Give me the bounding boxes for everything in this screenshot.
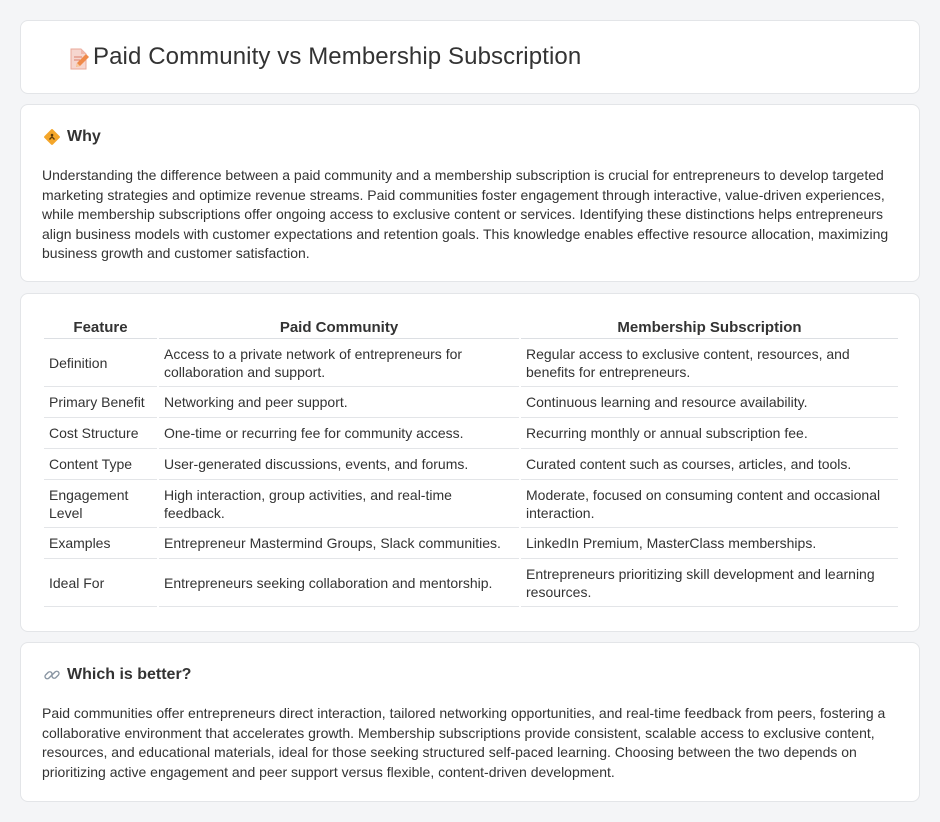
feature-cell: Content Type: [44, 449, 157, 480]
feature-cell: Cost Structure: [44, 418, 157, 449]
comparison-table: [42, 314, 900, 607]
membership-cell: Curated content such as courses, articles, and tools.: [521, 449, 898, 480]
diamond-sign-icon: [43, 128, 61, 146]
feature-cell: Primary Benefit: [44, 387, 157, 418]
which-is-better-heading: [43, 666, 191, 684]
header-feature: Feature: [44, 314, 157, 339]
table-header-row: [44, 314, 898, 339]
paid-community-cell: User-generated discussions, events, and forums.: [159, 449, 519, 480]
why-text: Understanding the difference between a paid community and a membership subscription is crucial for entrepreneurs to develop targeted marketing strategies and optimize revenue streams. Paid communities foster engagement through interactive, value-driven experiences, while membership subscriptions offer ongoing access to exclusive content or services. Identifying these distinctions helps entrepreneurs align business models with customer expectations and retention goals. This knowledge enables effective resource allocation, maximizing business growth and customer satisfaction.: [42, 167, 889, 261]
paid-community-cell: Access to a private network of entrepreneurs for collaboration and support.: [159, 339, 519, 387]
page-title: Paid Community vs Membership Subscription: [93, 43, 582, 70]
document-pencil-icon: [67, 47, 91, 71]
table-row: [44, 559, 898, 607]
table-row: [44, 480, 898, 528]
why-title: Why: [67, 128, 101, 145]
membership-cell: Moderate, focused on consuming content and occasional interaction.: [521, 480, 898, 528]
table-row: [44, 339, 898, 387]
table-row: [44, 418, 898, 449]
header-paid-community: Paid Community: [159, 314, 519, 339]
membership-cell: LinkedIn Premium, MasterClass memberships.: [521, 528, 898, 559]
membership-cell: Regular access to exclusive content, resources, and benefits for entrepreneurs.: [521, 339, 898, 387]
table-row: [44, 387, 898, 418]
paid-community-cell: High interaction, group activities, and real-time feedback.: [159, 480, 519, 528]
membership-cell: Continuous learning and resource availability.: [521, 387, 898, 418]
paid-community-cell: Networking and peer support.: [159, 387, 519, 418]
why-heading: [43, 128, 101, 146]
membership-cell: Recurring monthly or annual subscription fee.: [521, 418, 898, 449]
table-row: [44, 528, 898, 559]
membership-cell: Entrepreneurs prioritizing skill development and learning resources.: [521, 559, 898, 607]
paid-community-cell: One-time or recurring fee for community access.: [159, 418, 519, 449]
feature-cell: Ideal For: [44, 559, 157, 607]
table-row: [44, 449, 898, 480]
paid-community-cell: Entrepreneurs seeking collaboration and mentorship.: [159, 559, 519, 607]
which-is-better-text: Paid communities offer entrepreneurs direct interaction, tailored networking opportunities, and real-time feedback from peers, fostering a collaborative environment that accelerates growth. Membership subscriptions provide consistent, scalable access to exclusive content, resources, and educational materials, ideal for those seeking structured self-paced learning. Choosing between the two depends on prioritizing active engagement and peer support versus flexible, content-driven development.: [42, 705, 886, 780]
header-membership-subscription: Membership Subscription: [521, 314, 898, 339]
comparison-table-card: [20, 293, 920, 632]
feature-cell: Definition: [44, 339, 157, 387]
which-is-better-title: Which is better?: [67, 666, 192, 683]
link-icon: [43, 666, 61, 684]
title-card: [20, 20, 920, 94]
feature-cell: Examples: [44, 528, 157, 559]
why-section: [20, 104, 920, 282]
feature-cell: Engagement Level: [44, 480, 157, 528]
paid-community-cell: Entrepreneur Mastermind Groups, Slack communities.: [159, 528, 519, 559]
which-is-better-section: [20, 642, 920, 802]
